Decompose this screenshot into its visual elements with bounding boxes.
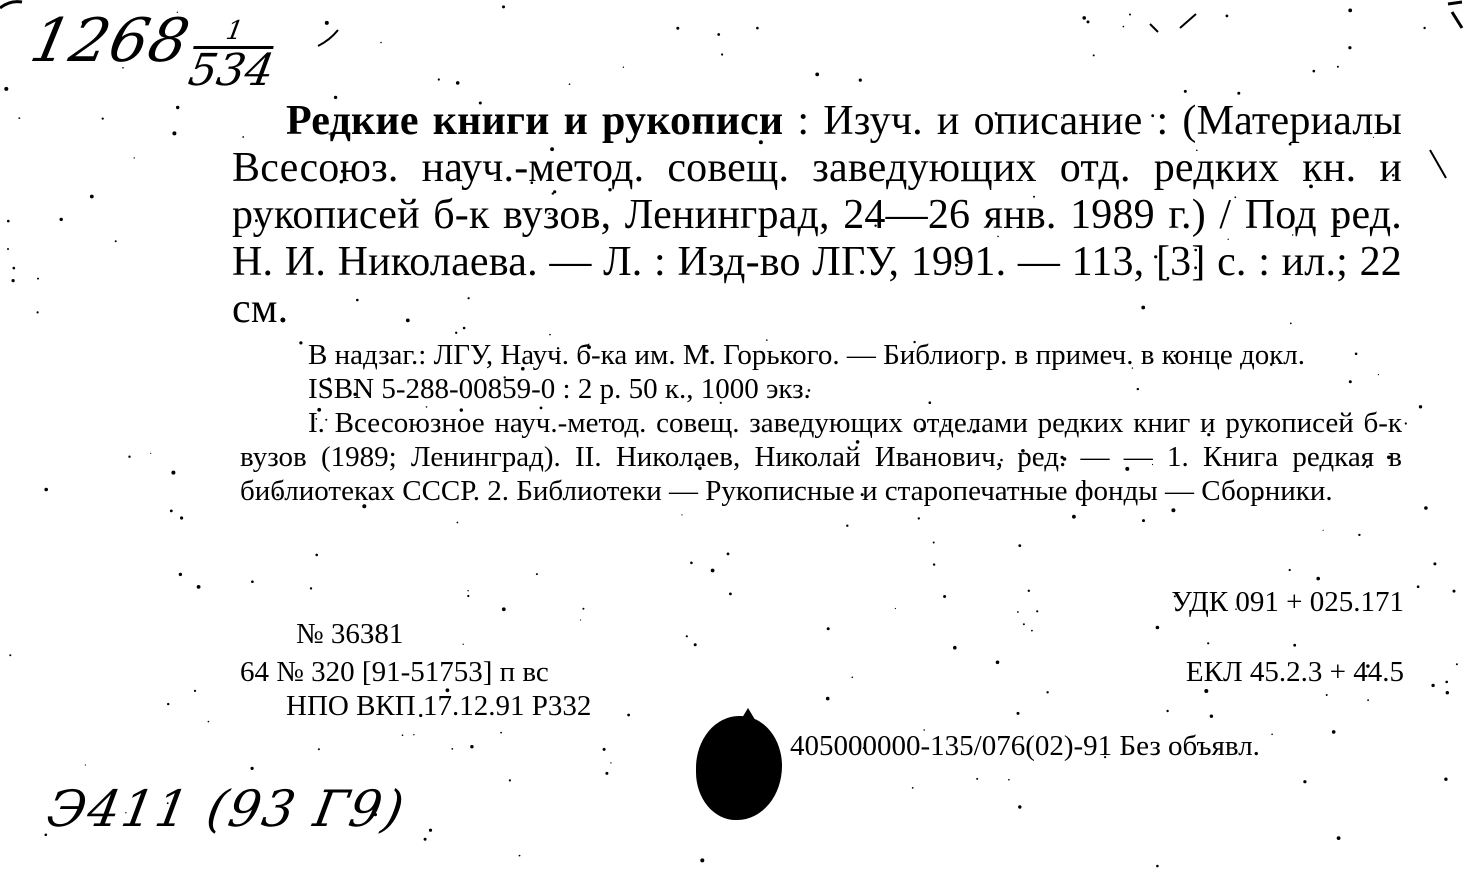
isbn-line: ISBN 5-288-00859-0 : 2 р. 50 к., 1000 экз. <box>308 373 811 405</box>
handwritten-fraction <box>184 16 282 96</box>
handwritten-accession-number: 1268 <box>24 6 197 76</box>
udk-class: УДК 091 + 025.171 <box>1171 586 1404 618</box>
entry-description: : Изуч. и описание : (Материалы Всесоюз. науч.-метод. совещ. заведующих отд. редких кн. и рукописей б-к вузов, Ленинград, 24—26 янв. 1989 г.) / Под ред. Н. И. Николаева. — Л. : Изд-во ЛГУ, 1991. — 113, [3] с. : ил.; 22 см. <box>232 98 1402 332</box>
record-number: № 36381 <box>296 618 404 650</box>
order-line: 64 № 320 [91-51753] п вс <box>240 656 549 688</box>
tracings: I. Всесоюзное науч.-метод. совещ. заведующих отделами редких книг и рукописей б-к вузов (1989; Ленинград). II. Николаев, Николай Иванович, ред. — — 1. Книга редкая в библиотеках СССР. 2. Библиотеки — Рукописные и старопечатные фонды — Сборники. <box>240 407 1402 507</box>
fraction-denominator: 534 <box>184 45 278 96</box>
handwritten-shelf-code: Э411 (93 Г9) <box>42 780 411 838</box>
entry-title: Редкие книги и рукописи <box>286 98 784 144</box>
npo-line: НПО ВКП 17.12.91 Р332 <box>286 690 592 722</box>
ekl-class: ЕКЛ 45.2.3 + 44.5 <box>1185 656 1404 688</box>
publisher-code: 405000000-135/076(02)-91 Без объявл. <box>790 730 1260 762</box>
card-notes <box>240 338 1402 508</box>
fraction-numerator: 1 <box>223 16 246 46</box>
bibliographic-entry <box>232 98 1402 333</box>
note-header: В надзаг.: ЛГУ, Науч. б-ка им. М. Горького. — Библиогр. в примеч. в конце докл. <box>308 339 1306 371</box>
